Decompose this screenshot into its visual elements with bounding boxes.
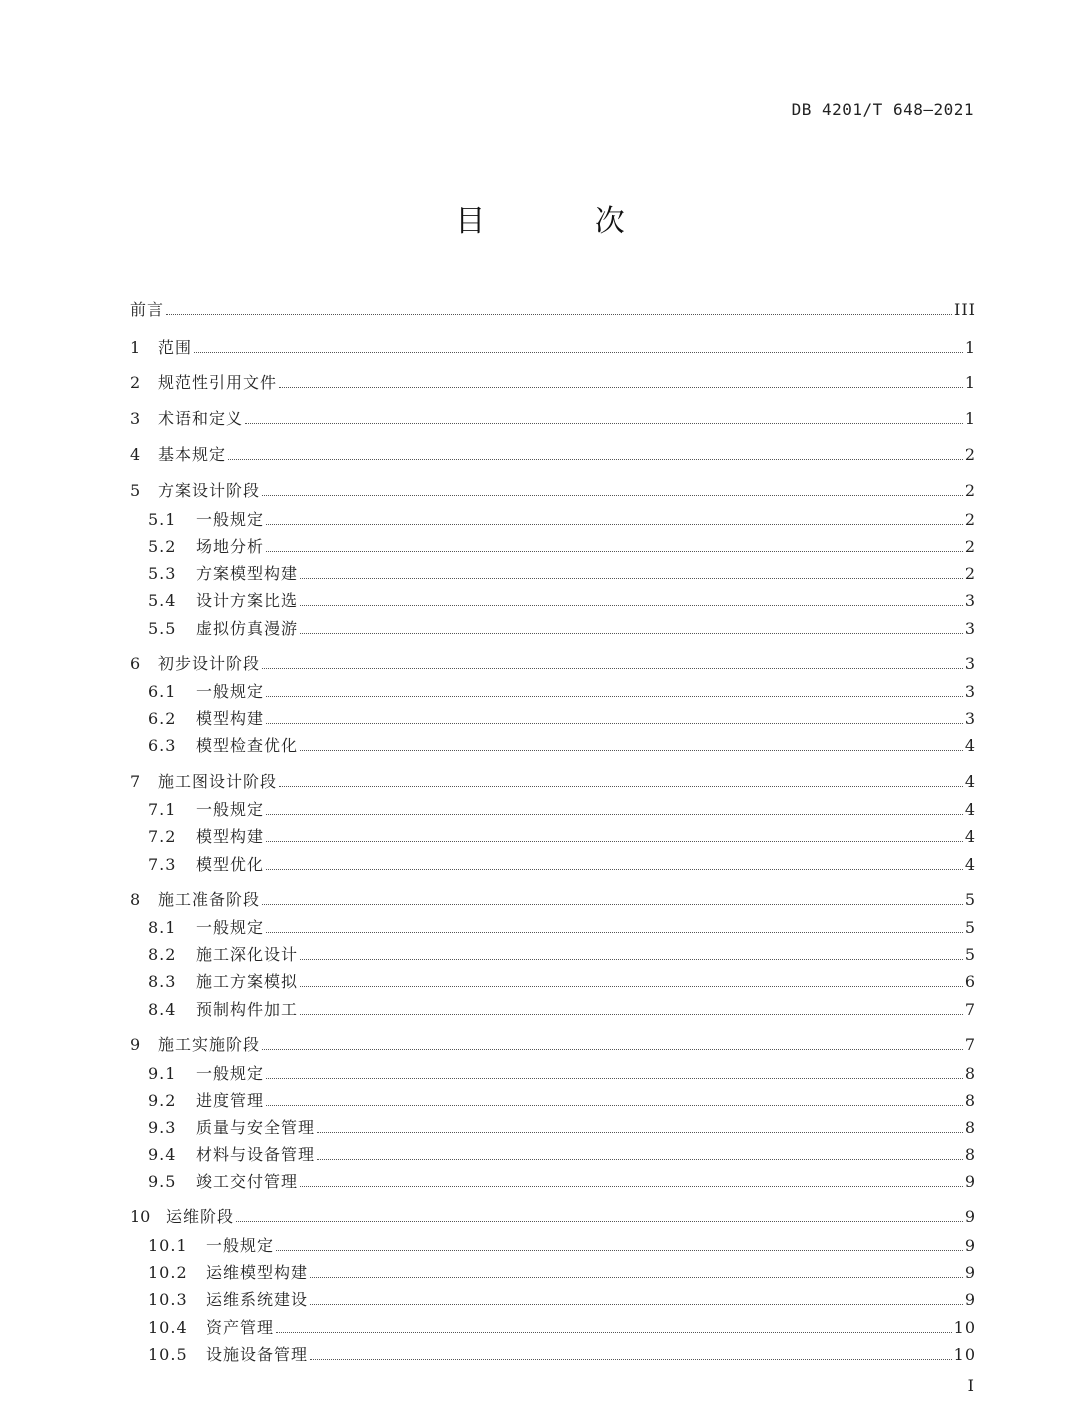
toc-entry-number: 5.5 — [148, 619, 177, 638]
dot-leader — [262, 904, 963, 905]
toc-entry-title: 设计方案比选 — [196, 591, 299, 610]
toc-entry-title: 虚拟仿真漫游 — [196, 619, 299, 638]
toc-entry[interactable] — [130, 709, 976, 729]
dot-leader — [276, 1250, 963, 1251]
toc-entry-title: 基本规定 — [158, 445, 227, 464]
toc-entry-title: 场地分析 — [196, 537, 265, 556]
toc-entry-page: 9 — [964, 1172, 976, 1191]
toc-entry-number: 8.1 — [148, 918, 177, 937]
dot-leader — [266, 869, 963, 870]
toc-entry-title: 运维模型构建 — [206, 1263, 309, 1282]
toc-entry-number: 7.2 — [148, 827, 177, 846]
toc-entry-title: 设施设备管理 — [206, 1345, 309, 1364]
toc-entry-number: 6 — [130, 654, 141, 673]
toc-entry-page: 1 — [964, 373, 976, 392]
toc-entry[interactable] — [130, 619, 976, 639]
toc-entry-page: 3 — [964, 709, 976, 728]
dot-leader — [310, 1277, 963, 1278]
toc-entry[interactable] — [130, 1345, 976, 1365]
dot-leader — [194, 352, 963, 353]
dot-leader — [310, 1359, 952, 1360]
dot-leader — [266, 932, 963, 933]
page-number: I — [967, 1376, 974, 1395]
toc-entry-page: 3 — [964, 682, 976, 701]
toc-entry-title: 模型构建 — [196, 827, 265, 846]
toc-entry-page: 9 — [964, 1207, 976, 1226]
toc-entry-title: 范围 — [158, 338, 193, 357]
toc-entry-number: 7 — [130, 772, 141, 791]
toc-entry-number: 10 — [130, 1207, 151, 1226]
toc-entry[interactable] — [130, 1091, 976, 1111]
dot-leader — [266, 524, 963, 525]
toc-entry-number: 8.3 — [148, 972, 177, 991]
toc-entry-number: 10.2 — [148, 1263, 188, 1282]
toc-entry-page: 4 — [964, 772, 976, 791]
toc-entry-title: 运维系统建设 — [206, 1290, 309, 1309]
toc-entry[interactable] — [130, 1318, 976, 1338]
toc-entry-title: 预制构件加工 — [196, 1000, 299, 1019]
toc-entry-page: 9 — [964, 1236, 976, 1255]
toc-entry-title: 一般规定 — [196, 1064, 265, 1083]
dot-leader — [310, 1304, 963, 1305]
dot-leader — [266, 1105, 963, 1106]
toc-entry-number: 7.3 — [148, 855, 177, 874]
toc-entry-page: 10 — [953, 1345, 976, 1364]
document-code: DB 4201/T 648—2021 — [791, 100, 974, 119]
dot-leader — [300, 605, 963, 606]
toc-entry[interactable] — [130, 409, 976, 429]
toc-entry-page: III — [954, 300, 976, 319]
dot-leader — [228, 459, 963, 460]
toc-entry[interactable] — [130, 1064, 976, 1084]
toc-entry-title: 一般规定 — [196, 918, 265, 937]
dot-leader — [266, 1078, 963, 1079]
toc-entry-page: 2 — [964, 564, 976, 583]
dot-leader — [266, 551, 963, 552]
toc-entry-number: 9.4 — [148, 1145, 177, 1164]
dot-leader — [300, 633, 963, 634]
toc-entry-number: 8.2 — [148, 945, 177, 964]
dot-leader — [279, 786, 963, 787]
toc-entry-page: 6 — [964, 972, 976, 991]
toc-entry[interactable] — [130, 682, 976, 702]
toc-entry[interactable] — [130, 1035, 976, 1055]
dot-leader — [317, 1159, 963, 1160]
dot-leader — [266, 696, 963, 697]
toc-entry-number: 8 — [130, 890, 141, 909]
toc-entry-number: 10.1 — [148, 1236, 188, 1255]
toc-entry[interactable] — [130, 1263, 976, 1283]
dot-leader — [300, 750, 963, 751]
toc-entry[interactable] — [130, 1236, 976, 1256]
toc-entry-page: 5 — [964, 918, 976, 937]
toc-entry[interactable] — [130, 772, 976, 792]
dot-leader — [236, 1221, 963, 1222]
dot-leader — [300, 1186, 963, 1187]
toc-entry-page: 7 — [964, 1035, 976, 1054]
toc-entry-title: 一般规定 — [206, 1236, 275, 1255]
toc-entry[interactable] — [130, 918, 976, 938]
dot-leader — [279, 387, 963, 388]
toc-entry-number: 10.3 — [148, 1290, 188, 1309]
toc-entry-page: 3 — [964, 591, 976, 610]
toc-entry-page: 1 — [964, 338, 976, 357]
dot-leader — [166, 314, 952, 315]
dot-leader — [266, 723, 963, 724]
toc-entry-number: 9.5 — [148, 1172, 177, 1191]
toc-entry[interactable] — [130, 1118, 976, 1138]
toc-entry-page: 4 — [964, 736, 976, 755]
toc-entry[interactable] — [130, 1207, 976, 1227]
toc-entry-page: 8 — [964, 1118, 976, 1137]
toc-entry-page: 2 — [964, 445, 976, 464]
toc-entry[interactable] — [130, 591, 976, 611]
toc-entry[interactable] — [130, 855, 976, 875]
toc-entry-title: 一般规定 — [196, 682, 265, 701]
dot-leader — [262, 1049, 963, 1050]
toc-entry[interactable] — [130, 800, 976, 820]
toc-entry[interactable] — [130, 972, 976, 992]
dot-leader — [245, 423, 963, 424]
dot-leader — [266, 841, 963, 842]
toc-entry[interactable] — [130, 564, 976, 584]
toc-entry-number: 10.5 — [148, 1345, 188, 1364]
dot-leader — [300, 1014, 963, 1015]
dot-leader — [300, 578, 963, 579]
dot-leader — [262, 668, 963, 669]
dot-leader — [262, 495, 963, 496]
toc-entry-page: 4 — [964, 800, 976, 819]
toc-entry-page: 3 — [964, 654, 976, 673]
toc-entry[interactable] — [130, 1000, 976, 1020]
toc-entry-number: 4 — [130, 445, 141, 464]
toc-entry-number: 9.2 — [148, 1091, 177, 1110]
toc-entry[interactable] — [130, 945, 976, 965]
toc-entry-number: 9.1 — [148, 1064, 177, 1083]
toc-entry-number: 10.4 — [148, 1318, 188, 1337]
toc-entry-page: 8 — [964, 1091, 976, 1110]
toc-entry[interactable] — [130, 338, 976, 358]
toc-entry[interactable] — [130, 481, 976, 501]
toc-entry-page: 2 — [964, 481, 976, 500]
toc-entry-number: 2 — [130, 373, 141, 392]
toc-entry-number: 5.3 — [148, 564, 177, 583]
toc-entry-title: 施工方案模拟 — [196, 972, 299, 991]
toc-entry[interactable] — [130, 537, 976, 557]
toc-entry-title: 方案设计阶段 — [158, 481, 261, 500]
toc-entry-title: 前言 — [130, 300, 165, 319]
toc-entry-title: 施工深化设计 — [196, 945, 299, 964]
toc-entry[interactable] — [130, 736, 976, 756]
dot-leader — [300, 959, 963, 960]
dot-leader — [300, 986, 963, 987]
dot-leader — [266, 814, 963, 815]
toc-entry-number: 5.2 — [148, 537, 177, 556]
toc-entry-page: 1 — [964, 409, 976, 428]
toc-entry-title: 一般规定 — [196, 800, 265, 819]
dot-leader — [317, 1132, 963, 1133]
toc-entry[interactable] — [130, 445, 976, 465]
toc-entry-number: 7.1 — [148, 800, 177, 819]
toc-entry-title: 模型优化 — [196, 855, 265, 874]
toc-entry-title: 施工图设计阶段 — [158, 772, 278, 791]
toc-entry-title: 施工实施阶段 — [158, 1035, 261, 1054]
toc-entry-title: 材料与设备管理 — [196, 1145, 316, 1164]
toc-entry-number: 1 — [130, 338, 141, 357]
toc-entry[interactable] — [130, 300, 976, 320]
toc-entry-number: 9.3 — [148, 1118, 177, 1137]
toc-entry-number: 3 — [130, 409, 141, 428]
toc-entry-title: 模型检查优化 — [196, 736, 299, 755]
toc-entry-number: 6.2 — [148, 709, 177, 728]
toc-entry-title: 一般规定 — [196, 510, 265, 529]
toc-entry-number: 9 — [130, 1035, 141, 1054]
toc-entry-page: 5 — [964, 890, 976, 909]
toc-entry-title: 模型构建 — [196, 709, 265, 728]
toc-entry-title: 初步设计阶段 — [158, 654, 261, 673]
toc-entry[interactable] — [130, 1145, 976, 1165]
toc-entry[interactable] — [130, 654, 976, 674]
toc-entry-number: 8.4 — [148, 1000, 177, 1019]
page-title: 目 次 — [455, 204, 675, 239]
toc-entry-page: 5 — [964, 945, 976, 964]
toc-entry[interactable] — [130, 890, 976, 910]
toc-entry-page: 8 — [964, 1145, 976, 1164]
toc-entry-title: 进度管理 — [196, 1091, 265, 1110]
toc-entry-page: 8 — [964, 1064, 976, 1083]
toc-entry-title: 术语和定义 — [158, 409, 244, 428]
toc-entry-number: 6.1 — [148, 682, 177, 701]
toc-entry-title: 质量与安全管理 — [196, 1118, 316, 1137]
toc-entry-page: 4 — [964, 827, 976, 846]
toc-entry-title: 运维阶段 — [166, 1207, 235, 1226]
toc-entry-number: 6.3 — [148, 736, 177, 755]
toc-entry-page: 7 — [964, 1000, 976, 1019]
toc-entry-page: 2 — [964, 510, 976, 529]
toc-entry-title: 施工准备阶段 — [158, 890, 261, 909]
toc-entry-title: 资产管理 — [206, 1318, 275, 1337]
toc-entry[interactable] — [130, 510, 976, 530]
toc-entry-title: 方案模型构建 — [196, 564, 299, 583]
toc-entry[interactable] — [130, 827, 976, 847]
toc-entry-number: 5.4 — [148, 591, 177, 610]
toc-entry-number: 5 — [130, 481, 141, 500]
toc-entry[interactable] — [130, 373, 976, 393]
toc-entry-page: 9 — [964, 1263, 976, 1282]
toc-entry[interactable] — [130, 1290, 976, 1310]
toc-entry-page: 2 — [964, 537, 976, 556]
toc-entry-page: 9 — [964, 1290, 976, 1309]
dot-leader — [276, 1332, 952, 1333]
toc-entry-page: 3 — [964, 619, 976, 638]
toc-entry-title: 竣工交付管理 — [196, 1172, 299, 1191]
toc-entry-page: 10 — [953, 1318, 976, 1337]
toc-entry-number: 5.1 — [148, 510, 177, 529]
toc-entry[interactable] — [130, 1172, 976, 1192]
toc-entry-page: 4 — [964, 855, 976, 874]
toc-entry-title: 规范性引用文件 — [158, 373, 278, 392]
